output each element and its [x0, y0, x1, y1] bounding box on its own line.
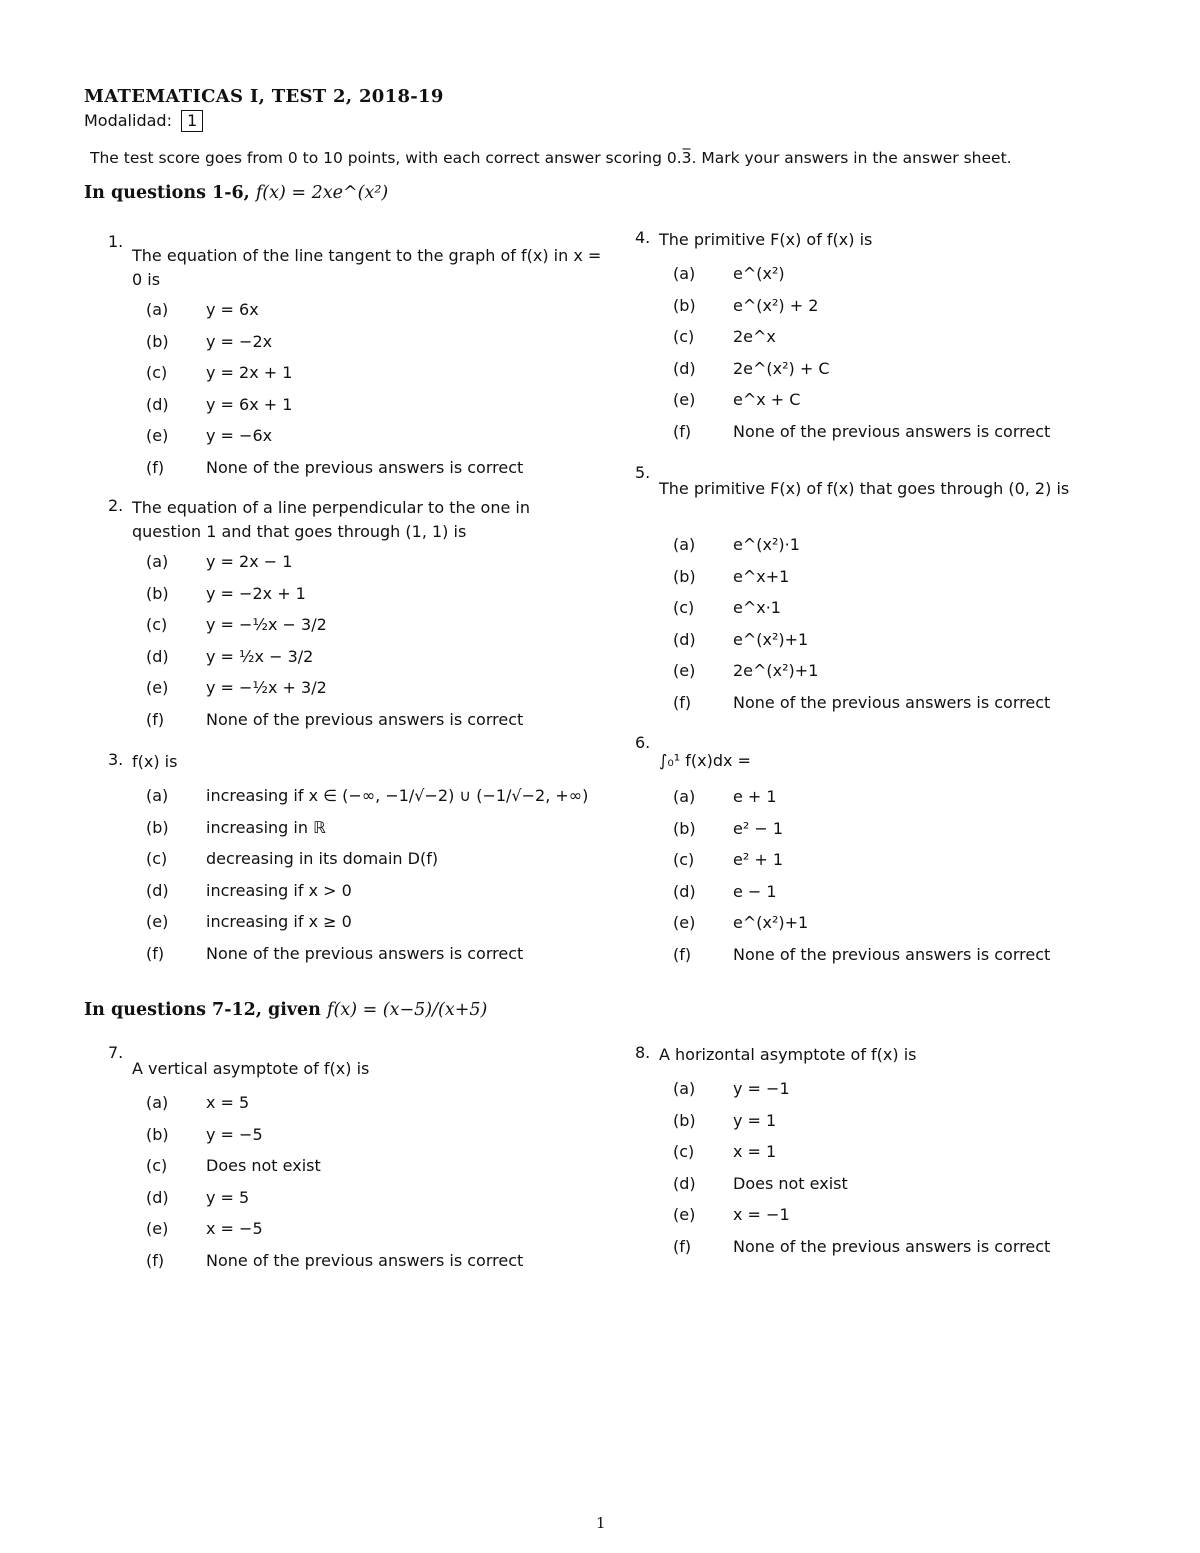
- answer-option: [146, 1251, 523, 1270]
- option-label: (a): [146, 1093, 169, 1112]
- answer-option: [673, 1174, 848, 1193]
- answer-option: [673, 598, 781, 617]
- option-answer: increasing if x ∈ (−∞, −1/√−2) ∪ (−1/√−2, +∞): [206, 786, 589, 805]
- option-label: (e): [146, 912, 169, 931]
- option-answer: y = −6x: [206, 426, 273, 445]
- answer-option: [673, 296, 818, 315]
- question-text: f(x) is: [132, 752, 178, 771]
- option-label: (e): [146, 678, 169, 697]
- option-answer: increasing if x > 0: [206, 880, 352, 900]
- option-answer: None of the previous answers is correct: [206, 943, 524, 963]
- answer-option: [146, 458, 523, 477]
- option-answer: e^(x²)·1: [733, 535, 800, 554]
- answer-option: [146, 881, 352, 900]
- modalidad-row: [84, 110, 203, 132]
- answer-option: [146, 395, 292, 414]
- answer-option: [673, 567, 789, 586]
- question-text: The primitive F(x) of f(x) that goes through (0, 2) is: [659, 479, 1070, 498]
- option-answer: e^(x²): [733, 264, 785, 283]
- answer-option: [146, 300, 259, 319]
- answer-option: [146, 552, 292, 571]
- option-label: (a): [673, 1079, 696, 1098]
- answer-option: [673, 945, 1050, 964]
- option-answer: e² + 1: [733, 850, 784, 869]
- option-answer: y = −5: [206, 1124, 263, 1144]
- option-answer: y = −1: [733, 1079, 790, 1098]
- option-label: (f): [146, 1250, 165, 1270]
- answer-option: [673, 1079, 790, 1098]
- option-label: (f): [673, 1236, 692, 1256]
- question-text: The equation of the line tangent to the graph of f(x) in x = 0 is: [132, 246, 602, 289]
- option-label: (f): [673, 692, 692, 712]
- question-number: 2.: [108, 496, 124, 515]
- option-label: (e): [673, 661, 696, 680]
- option-label: (c): [146, 849, 168, 868]
- answer-option: [146, 710, 523, 729]
- option-answer: 2e^(x²) + C: [733, 358, 830, 378]
- question-number: 8.: [635, 1043, 651, 1062]
- answer-option: [146, 647, 313, 666]
- question-number: 4.: [635, 228, 651, 247]
- option-label: (f): [673, 944, 692, 964]
- answer-option: [673, 661, 818, 680]
- option-answer: Does not exist: [733, 1173, 848, 1193]
- answer-option: [146, 849, 438, 868]
- option-answer: y = 6x + 1: [206, 394, 293, 414]
- question-text: The primitive F(x) of f(x) is: [659, 230, 873, 249]
- option-answer: x = 1: [733, 1142, 777, 1161]
- option-answer: e^x + C: [733, 390, 801, 409]
- instructions: The test score goes from 0 to 10 points, with each correct answer scoring 0.3̅. Mark your answers in the answer sheet.: [90, 149, 1012, 167]
- modalidad-label: Modalidad:: [84, 111, 172, 130]
- answer-option: [146, 1125, 263, 1144]
- option-answer: None of the previous answers is correct: [733, 944, 1051, 964]
- option-answer: e^(x²) + 2: [733, 295, 819, 315]
- option-label: (a): [146, 552, 169, 571]
- answer-option: [673, 819, 783, 838]
- section-heading-2: [84, 1000, 487, 1020]
- section-function: f(x) = 2xe^(x²): [255, 183, 389, 203]
- answer-option: [673, 327, 776, 346]
- answer-option: [673, 359, 830, 378]
- answer-option: [673, 882, 777, 901]
- question-text: A vertical asymptote of f(x) is: [132, 1059, 370, 1078]
- option-label: (d): [146, 646, 169, 666]
- option-label: (d): [673, 358, 696, 378]
- option-answer: decreasing in its domain D(f): [206, 849, 439, 868]
- exam-title: MATEMATICAS I, TEST 2, 2018-19: [84, 86, 444, 107]
- option-answer: y = 6x: [206, 300, 259, 319]
- question-text: A horizontal asymptote of f(x) is: [659, 1045, 917, 1064]
- answer-option: [673, 264, 785, 283]
- option-answer: y = 1: [733, 1110, 777, 1130]
- option-label: (b): [146, 331, 169, 351]
- option-answer: 2e^x: [733, 327, 776, 346]
- option-answer: None of the previous answers is correct: [733, 1236, 1051, 1256]
- answer-option: [673, 693, 1050, 712]
- option-label: (c): [673, 1142, 695, 1161]
- option-label: (a): [673, 264, 696, 283]
- option-label: (e): [673, 390, 696, 409]
- question-number: 3.: [108, 750, 124, 769]
- option-answer: x = 5: [206, 1093, 250, 1112]
- question-number: 7.: [108, 1043, 124, 1062]
- question-number: 1.: [108, 232, 124, 251]
- section-heading-1: [84, 183, 388, 203]
- answer-option: [146, 786, 588, 805]
- option-label: (c): [146, 615, 168, 634]
- option-answer: e^x+1: [733, 566, 790, 586]
- option-answer: None of the previous answers is correct: [733, 692, 1051, 712]
- option-answer: x = −1: [733, 1205, 790, 1224]
- question-number: 5.: [635, 463, 651, 482]
- answer-option: [146, 1219, 263, 1238]
- option-answer: e − 1: [733, 881, 777, 901]
- option-answer: e² − 1: [733, 818, 784, 838]
- answer-option: [673, 1237, 1050, 1256]
- option-label: (c): [673, 850, 695, 869]
- option-answer: y = ½x − 3/2: [206, 646, 314, 666]
- option-label: (c): [146, 363, 168, 382]
- option-label: (f): [673, 421, 692, 441]
- option-label: (e): [146, 1219, 169, 1238]
- option-answer: y = −2x + 1: [206, 583, 306, 603]
- option-answer: increasing in ℝ: [206, 817, 326, 837]
- option-answer: 2e^(x²)+1: [733, 661, 819, 680]
- option-label: (a): [146, 786, 169, 805]
- option-label: (e): [673, 913, 696, 932]
- answer-option: [673, 390, 800, 409]
- answer-option: [146, 363, 292, 382]
- option-label: (c): [673, 327, 695, 346]
- option-label: (a): [146, 300, 169, 319]
- option-answer: increasing if x ≥ 0: [206, 912, 352, 931]
- option-answer: None of the previous answers is correct: [733, 421, 1051, 441]
- option-answer: y = −½x − 3/2: [206, 615, 327, 634]
- option-answer: y = −½x + 3/2: [206, 678, 327, 697]
- answer-option: [146, 615, 327, 634]
- answer-option: [146, 584, 306, 603]
- option-label: (b): [673, 295, 696, 315]
- answer-option: [146, 332, 272, 351]
- answer-option: [673, 787, 777, 806]
- option-label: (d): [673, 881, 696, 901]
- option-label: (a): [673, 787, 696, 806]
- option-label: (d): [146, 394, 169, 414]
- modalidad-value: 1: [181, 110, 203, 132]
- option-label: (d): [146, 880, 169, 900]
- option-answer: e^(x²)+1: [733, 913, 809, 932]
- option-label: (b): [146, 817, 169, 837]
- option-label: (c): [673, 598, 695, 617]
- section-function: f(x) = (x−5)/(x+5): [327, 1000, 488, 1020]
- question-text: ∫₀¹ f(x)dx =: [659, 751, 751, 770]
- answer-option: [673, 630, 808, 649]
- option-answer: e^(x²)+1: [733, 629, 809, 649]
- option-label: (b): [673, 818, 696, 838]
- option-label: (f): [146, 709, 165, 729]
- answer-option: [146, 426, 272, 445]
- option-label: (f): [146, 943, 165, 963]
- option-answer: e^x·1: [733, 598, 781, 617]
- section-label: In questions 1-6,: [84, 183, 250, 203]
- option-label: (e): [673, 1205, 696, 1224]
- option-label: (b): [146, 1124, 169, 1144]
- answer-option: [146, 1188, 249, 1207]
- option-label: (f): [146, 457, 165, 477]
- answer-option: [146, 912, 352, 931]
- option-label: (d): [146, 1187, 169, 1207]
- option-label: (d): [673, 1173, 696, 1193]
- answer-option: [673, 535, 800, 554]
- option-answer: x = −5: [206, 1219, 263, 1238]
- option-label: (c): [146, 1156, 168, 1175]
- answer-option: [146, 1093, 249, 1112]
- option-answer: None of the previous answers is correct: [206, 457, 524, 477]
- answer-option: [146, 818, 326, 837]
- question-number: 6.: [635, 733, 651, 752]
- option-answer: Does not exist: [206, 1156, 321, 1175]
- page-number: 1: [596, 1514, 606, 1532]
- option-label: (b): [673, 1110, 696, 1130]
- answer-option: [673, 1142, 776, 1161]
- option-label: (d): [673, 629, 696, 649]
- option-label: (b): [673, 566, 696, 586]
- answer-option: [673, 422, 1050, 441]
- section-label: In questions 7-12, given: [84, 1000, 321, 1020]
- answer-option: [673, 1111, 776, 1130]
- option-label: (b): [146, 583, 169, 603]
- option-answer: None of the previous answers is correct: [206, 1250, 524, 1270]
- answer-option: [673, 1205, 790, 1224]
- option-answer: y = 2x + 1: [206, 363, 293, 382]
- option-label: (e): [146, 426, 169, 445]
- option-answer: None of the previous answers is correct: [206, 709, 524, 729]
- question-text: The equation of a line perpendicular to the one in question 1 and that goes through (1, 1) is: [132, 498, 530, 541]
- option-answer: e + 1: [733, 787, 777, 806]
- answer-option: [146, 1156, 321, 1175]
- option-answer: y = 5: [206, 1187, 250, 1207]
- answer-option: [673, 913, 808, 932]
- option-label: (a): [673, 535, 696, 554]
- answer-option: [673, 850, 783, 869]
- answer-option: [146, 944, 523, 963]
- option-answer: y = 2x − 1: [206, 552, 293, 571]
- answer-option: [146, 678, 327, 697]
- option-answer: y = −2x: [206, 331, 273, 351]
